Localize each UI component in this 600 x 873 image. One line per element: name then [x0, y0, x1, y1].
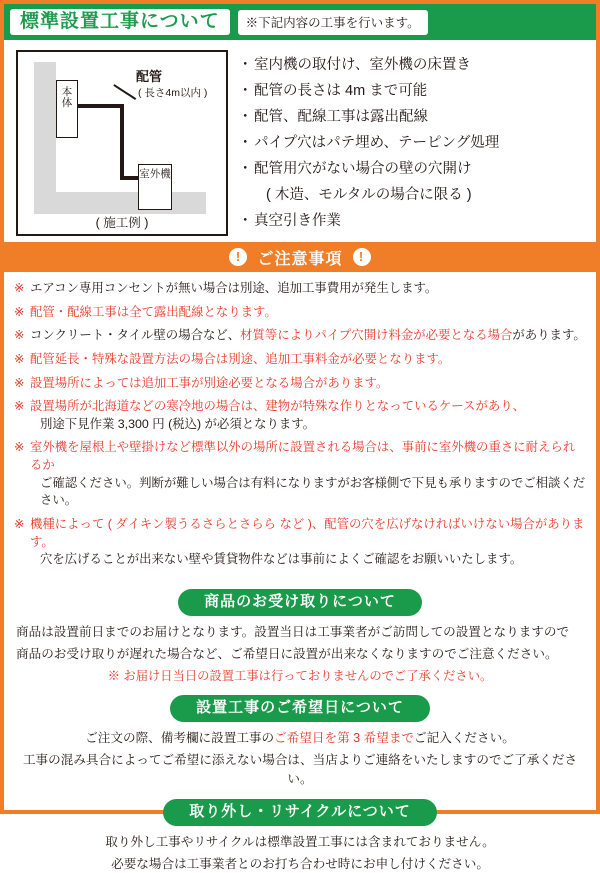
section-line: 工事の混み具合によってご希望に添えない場合は、当店よりご連絡をいたしますのでご了承ください。 [22, 752, 578, 786]
section-line: 取り外し工事やリサイクルは標準設置工事には含まれておりません。 [105, 834, 495, 849]
section-heading: 設置工事のご希望日について [170, 695, 430, 722]
caution-line: ご確認ください。判断が難しい場合は有料になりますがお客様側で下見も承りますのでご相談ください。 [40, 475, 586, 508]
caution-item [14, 280, 586, 298]
caution-band-title: ご注意事項 [257, 250, 343, 268]
sections-container [4, 589, 596, 873]
section-line: ご注文の際、備考欄に設置工事のご希望日を第 3 希望までご記入ください。 [85, 730, 515, 745]
caution-line: 穴を広げることが出来ない壁や賃貸物件などは事前によくご確認をお願いいたします。 [40, 552, 523, 567]
pipe-length-label: ( 長さ4m以内 ) [138, 87, 208, 99]
work-scope-item: ・ 配管用穴がない場合の壁の穴開け [240, 158, 586, 180]
caution-item [14, 398, 586, 433]
section-line: 商品のお受け取りが遅れた場合など、ご希望日に設置が出来なくなりますのでご注意ください。 [16, 646, 558, 661]
header-band [4, 4, 596, 40]
caution-item [14, 351, 586, 369]
caution-line: 設置場所によっては追加工事が別途必要となる場合があります。 [30, 375, 389, 390]
pipe-segment-c [120, 176, 140, 180]
section-line: 必要な場合は工事業者とのお打ち合わせ時にお申し付けください。 [111, 856, 489, 871]
caution-item [14, 375, 586, 393]
wall-horizontal [34, 192, 206, 214]
caution-item [14, 304, 586, 322]
caution-line: コンクリート・タイル壁の場合など、材質等によりパイプ穴開け料金が必要となる場合があります。 [30, 328, 586, 343]
section-body [4, 722, 596, 789]
caution-item [14, 327, 586, 345]
caution-line: エアコン専用コンセントが無い場合は別途、追加工事費用が発生します。 [30, 281, 438, 296]
pipe-segment-b [120, 104, 124, 180]
work-scope-item: ・ 配管の長さは 4m まで可能 [240, 80, 586, 102]
work-scope-item: ・ 真空引き作業 [240, 210, 586, 232]
installation-diagram [16, 50, 228, 236]
outdoor-unit-label: 室外機 [138, 164, 172, 210]
caution-line: 配管・配線工事は全て露出配線となります。 [30, 304, 277, 319]
pipe-segment-a [78, 104, 124, 108]
header-note: ※下記内容の工事を行います。 [238, 10, 428, 35]
work-scope-list [236, 48, 588, 236]
exclamation-icon: ! [353, 248, 371, 266]
caution-item [14, 439, 586, 509]
diagram-caption: ( 施工例 ) [95, 216, 149, 230]
exclamation-icon: ! [229, 248, 247, 266]
top-section [4, 40, 596, 240]
page-title: 標準設置工事について [10, 9, 230, 36]
caution-line: 設置場所が北海道などの寒冷地の場合は、建物が特殊な作りとなっているケースがあり、 [30, 399, 526, 414]
work-scope-item: ・ 配管、配線工事は露出配線 [240, 106, 586, 128]
section-line: ※ お届け日当日の設置工事は行っておりませんのでご了承ください。 [107, 668, 493, 683]
section-body [4, 826, 596, 873]
caution-line: 配管延長・特殊な設置方法の場合は別途、追加工事料金が必要となります。 [30, 352, 451, 367]
indoor-unit-label: 本体 [56, 80, 78, 138]
pipe-label: 配管 [136, 69, 163, 84]
section-line: 商品は設置前日までのお届けとなります。設置当日は工事業者がご訪問しての設置となりますので [16, 624, 570, 639]
caution-line: 別途下見作業 3,300 円 (税込) が必須となります。 [40, 416, 316, 431]
caution-band [4, 242, 596, 272]
caution-line: 室外機を屋根上や壁掛けなど標準以外の場所に設置される場合は、事前に室外機の重さに耐えられるか [30, 440, 576, 473]
leader-line [114, 84, 137, 99]
work-scope-item: ・ パイプ穴はパテ埋め、テーピング処理 [240, 132, 586, 154]
caution-item [14, 516, 586, 569]
work-scope-item: ( 木造、モルタルの場合に限る ) [266, 187, 472, 204]
caution-line: 機種によって ( ダイキン製うるさらとさらら など )、配管の穴を広げなければいけない場合があります。 [30, 516, 585, 549]
section-body [4, 616, 596, 685]
section-heading: 取り外し・リサイクルについて [163, 799, 437, 826]
diagram-wrap [12, 48, 236, 236]
section-heading: 商品のお受け取りについて [178, 589, 422, 616]
caution-list [4, 272, 596, 579]
work-scope-item: ・ 室内機の取付け、室外機の床置き [240, 54, 586, 76]
